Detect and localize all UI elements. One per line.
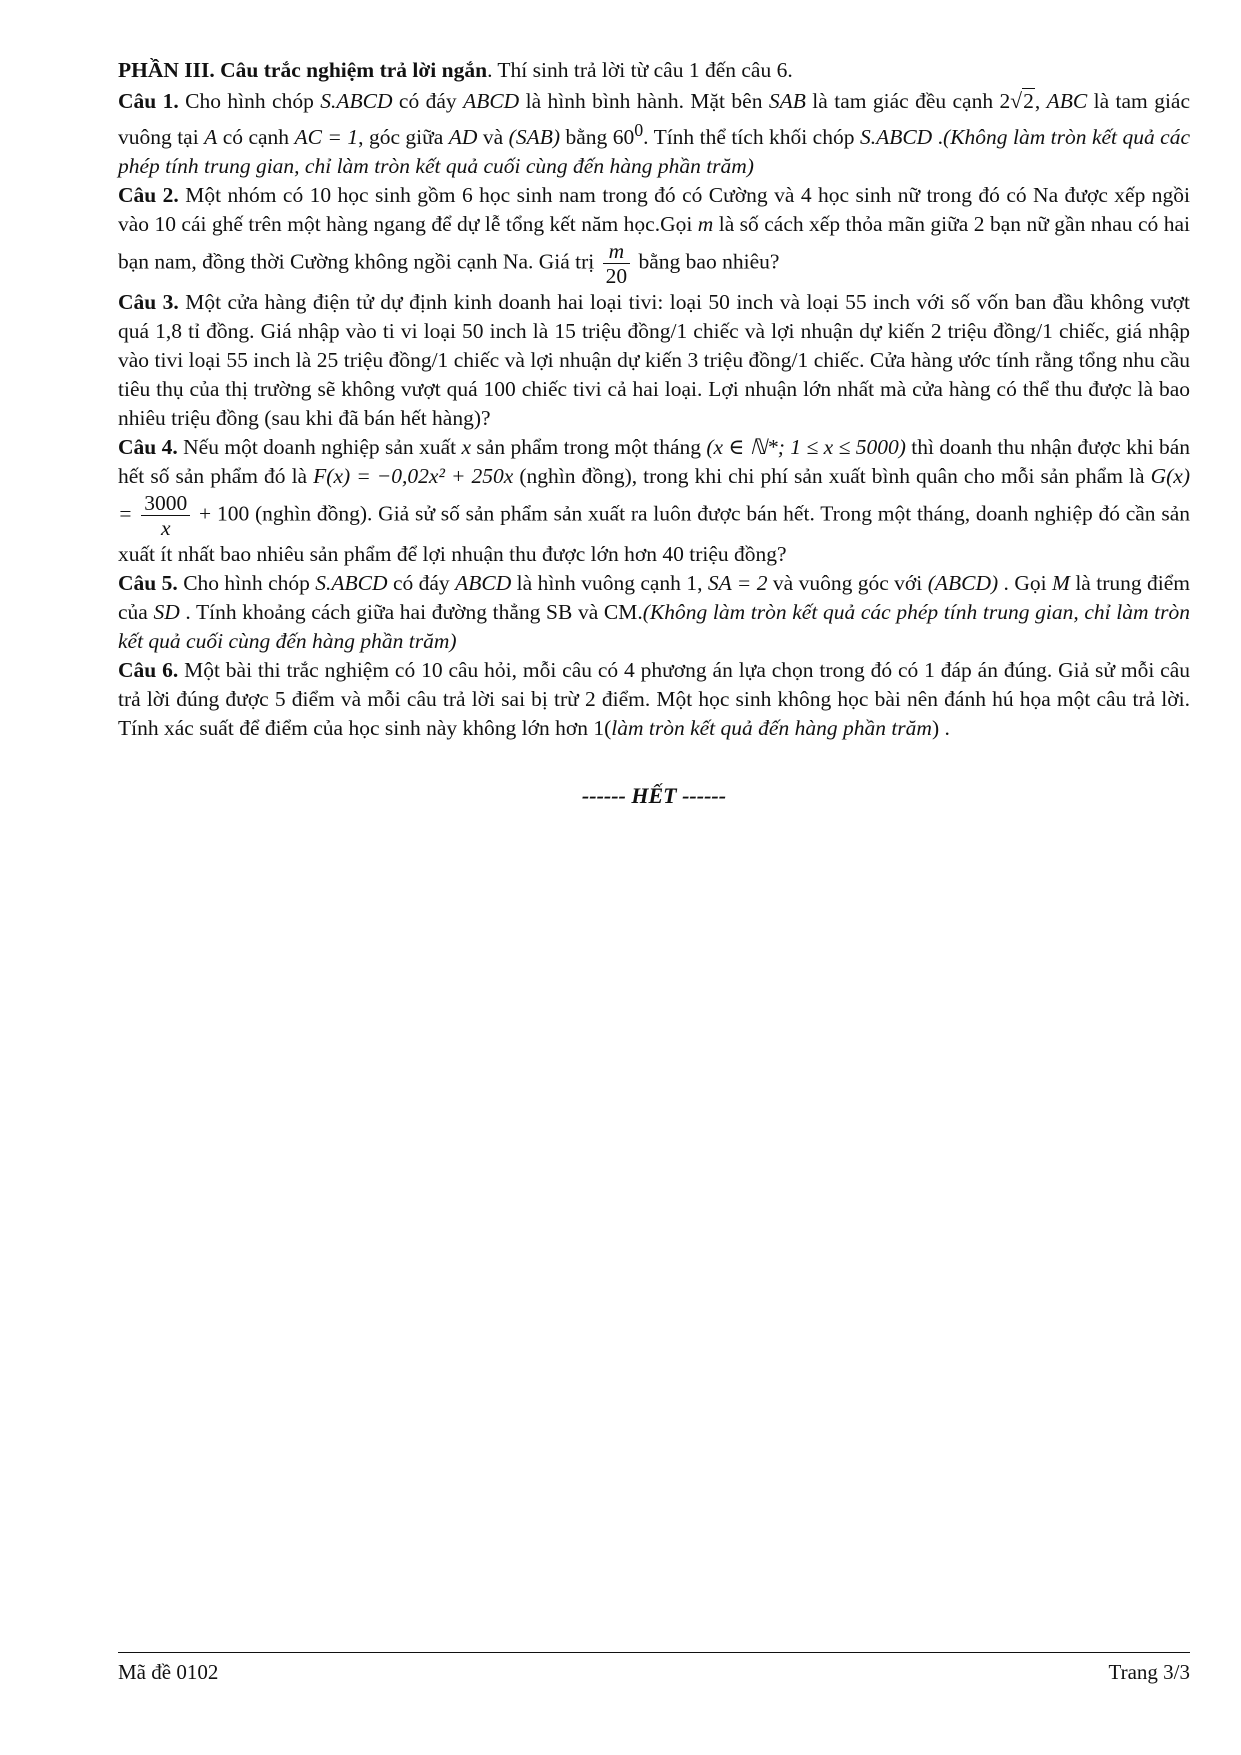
- exam-code: Mã đề 0102: [118, 1660, 219, 1684]
- q1-text: là tam giác vuông tại: [118, 89, 1190, 150]
- q5-math: SA = 2: [707, 571, 768, 596]
- q5-text: Cho hình chóp: [177, 571, 316, 596]
- q1-text: Cho hình chóp: [178, 89, 321, 113]
- section-instruction: . Thí sinh trả lời từ câu 1 đến câu 6.: [487, 58, 793, 82]
- page-content: [118, 56, 1190, 809]
- q1-math: AC = 1: [294, 125, 359, 150]
- q1-text: . Tính thể tích khối chóp: [643, 125, 860, 150]
- q2-text: Một nhóm có 10 học sinh gồm 6 học sinh nam trong đó có Cường và 4 học sinh nữ trong đó có Na được xếp ngồi vào 10 cái ghế trên một hàng ngang để dự lễ tổng kết năm học.Gọi: [118, 183, 1190, 237]
- q5-math: M: [1052, 571, 1070, 596]
- fraction: [603, 239, 631, 288]
- q1-math: AD: [448, 125, 478, 150]
- question-5-label: Câu 5.: [118, 571, 178, 596]
- fraction-numerator: 3000: [141, 491, 190, 516]
- q1-math: ABC: [1046, 89, 1088, 113]
- q6-text: Một bài thi trắc nghiệm có 10 câu hỏi, mỗi câu có 4 phương án lựa chọn trong đó có 1 đáp án đúng. Giả sử mỗi câu trả lời đúng được 5 điểm và mỗi câu trả lời sai bị trừ 2 điểm. Một học sinh không học bài nên đánh hú họa một câu trả lời. Tính xác suất để điểm của học sinh này không lớn hơn 1(: [118, 658, 1191, 741]
- q4-math: (x ∈ ℕ*; 1 ≤ x ≤ 5000): [706, 435, 906, 460]
- q1-text: và: [477, 125, 509, 150]
- q4-math: x: [461, 435, 472, 460]
- q5-math: SD: [153, 600, 180, 625]
- q5-math: ABCD: [455, 571, 512, 596]
- question-3: [118, 288, 1190, 433]
- q5-text: . Gọi: [998, 571, 1052, 596]
- q5-text: là hình vuông cạnh 1,: [511, 571, 708, 596]
- q1-text: bằng: [560, 125, 613, 150]
- q6-note: làm tròn kết quả đến hàng phần trăm: [611, 716, 932, 741]
- footer-divider: [118, 1652, 1190, 1653]
- q1-text: ,: [1034, 89, 1047, 113]
- section-title: PHẦN III. Câu trắc nghiệm trả lời ngắn: [118, 58, 488, 82]
- q4-text: Nếu một doanh nghiệp sản xuất: [177, 435, 462, 460]
- q2-text: bằng bao nhiêu?: [633, 249, 780, 274]
- fraction-denominator: 20: [605, 264, 628, 289]
- page-number: Trang 3/3: [1108, 1660, 1190, 1684]
- q5-note: (Không làm tròn kết quả các phép tính trung gian, chỉ làm tròn kết quả cuối cùng đến hàng phần trăm): [118, 600, 1190, 654]
- question-3-label: Câu 3.: [118, 290, 179, 315]
- question-5: [118, 569, 1190, 656]
- q5-text: có đáy: [387, 571, 456, 596]
- sqrt-symbol: √: [1010, 89, 1023, 113]
- q5-text: . Tính khoảng cách giữa hai đường thẳng SB và CM.: [179, 600, 643, 625]
- q1-math: 0: [634, 120, 644, 140]
- question-2-label: Câu 2.: [118, 183, 179, 208]
- q4-text: (nghìn đồng), trong khi chi phí sản xuất bình quân cho mỗi sản phẩm là: [513, 464, 1151, 489]
- q3-text: Một cửa hàng điện tử dự định kinh doanh hai loại tivi: loại 50 inch và loại 55 inch với số vốn ban đầu không vượt quá 1,8 tỉ đồng. Giá nhập vào ti vi loại 50 inch là 15 triệu đồng/1 chiếc và lợi nhuận dự kiến 2 triệu đồng/1 chiếc, giá nhập vào tivi loại 55 inch là 25 triệu đồng/1 chiếc và lợi nhuận dự kiến 3 triệu đồng/1 chiếc. Cửa hàng ước tính rằng tổng nhu cầu tiêu thụ của thị trường sẽ không vượt quá 100 chiếc tivi cả hai loại. Lợi nhuận lớn nhất mà cửa hàng có thể thu được là bao nhiêu triệu đồng (sau khi đã bán hết hàng)?: [118, 290, 1190, 431]
- q4-math: G(x) =: [118, 464, 1191, 526]
- q1-text: có đáy: [392, 89, 464, 113]
- q4-text: thì doanh thu nhận được khi bán hết số sản phẩm đó là: [118, 435, 1190, 489]
- question-4-label: Câu 4.: [118, 435, 178, 460]
- q5-math: (ABCD): [927, 571, 999, 596]
- q5-text: là trung điểm của: [118, 571, 1191, 625]
- question-6-label: Câu 6.: [118, 658, 179, 683]
- q4-math: F(x) = −0,02x² + 250x: [313, 464, 514, 489]
- q1-math: S.ABCD: [859, 125, 933, 150]
- question-6: [118, 656, 1190, 743]
- question-1-label: Câu 1.: [118, 89, 179, 113]
- q1-math: SAB: [768, 89, 806, 113]
- q6-text: ) .: [931, 716, 950, 741]
- fraction-denominator: x: [161, 516, 171, 541]
- end-marker: ------ HẾT ------: [581, 783, 727, 809]
- q1-math: 2: [1023, 89, 1034, 113]
- q1-math: ABCD: [463, 89, 520, 113]
- q1-note: (Không làm tròn kết quả các phép tính trung gian, chỉ làm tròn kết quả cuối cùng đến hàng phần trăm): [118, 125, 1190, 179]
- q4-text: (nghìn đồng). Giả sử số sản phẩm sản xuất ra luôn được bán hết. Trong một tháng, doanh nghiệp đó cần sản xuất ít nhất bao nhiêu sản phẩm để lợi nhuận thu được lớn hơn 40 triệu đồng?: [118, 501, 1190, 567]
- q1-text: có cạnh: [217, 125, 295, 150]
- q2-math: m: [697, 212, 714, 237]
- q1-math: (SAB): [508, 125, 560, 150]
- q1-math: S.ABCD: [320, 89, 393, 113]
- q1-text: , góc giữa: [358, 125, 449, 150]
- q4-text: sản phẩm trong một tháng: [471, 435, 707, 460]
- q4-math: + 100: [193, 501, 250, 526]
- q2-text: là số cách xếp thỏa mãn giữa 2 bạn nữ gần nhau có hai bạn nam, đồng thời Cường không ngồi cạnh Na. Giá trị: [118, 212, 1190, 274]
- question-4: [118, 433, 1190, 569]
- question-2: [118, 181, 1190, 288]
- q1-text: .: [932, 125, 944, 150]
- fraction: [141, 491, 190, 540]
- q1-math: 60: [612, 125, 635, 150]
- q1-math: A: [204, 125, 218, 150]
- q1-math: 2: [999, 89, 1011, 113]
- q1-text: là hình bình hành. Mặt bên: [519, 89, 769, 113]
- q5-math: S.ABCD: [315, 571, 388, 596]
- q5-text: và vuông góc với: [767, 571, 928, 596]
- question-1: [118, 87, 1190, 181]
- section-header: [118, 56, 1190, 85]
- fraction-numerator: m: [603, 239, 631, 264]
- q1-text: là tam giác đều cạnh: [805, 89, 1000, 113]
